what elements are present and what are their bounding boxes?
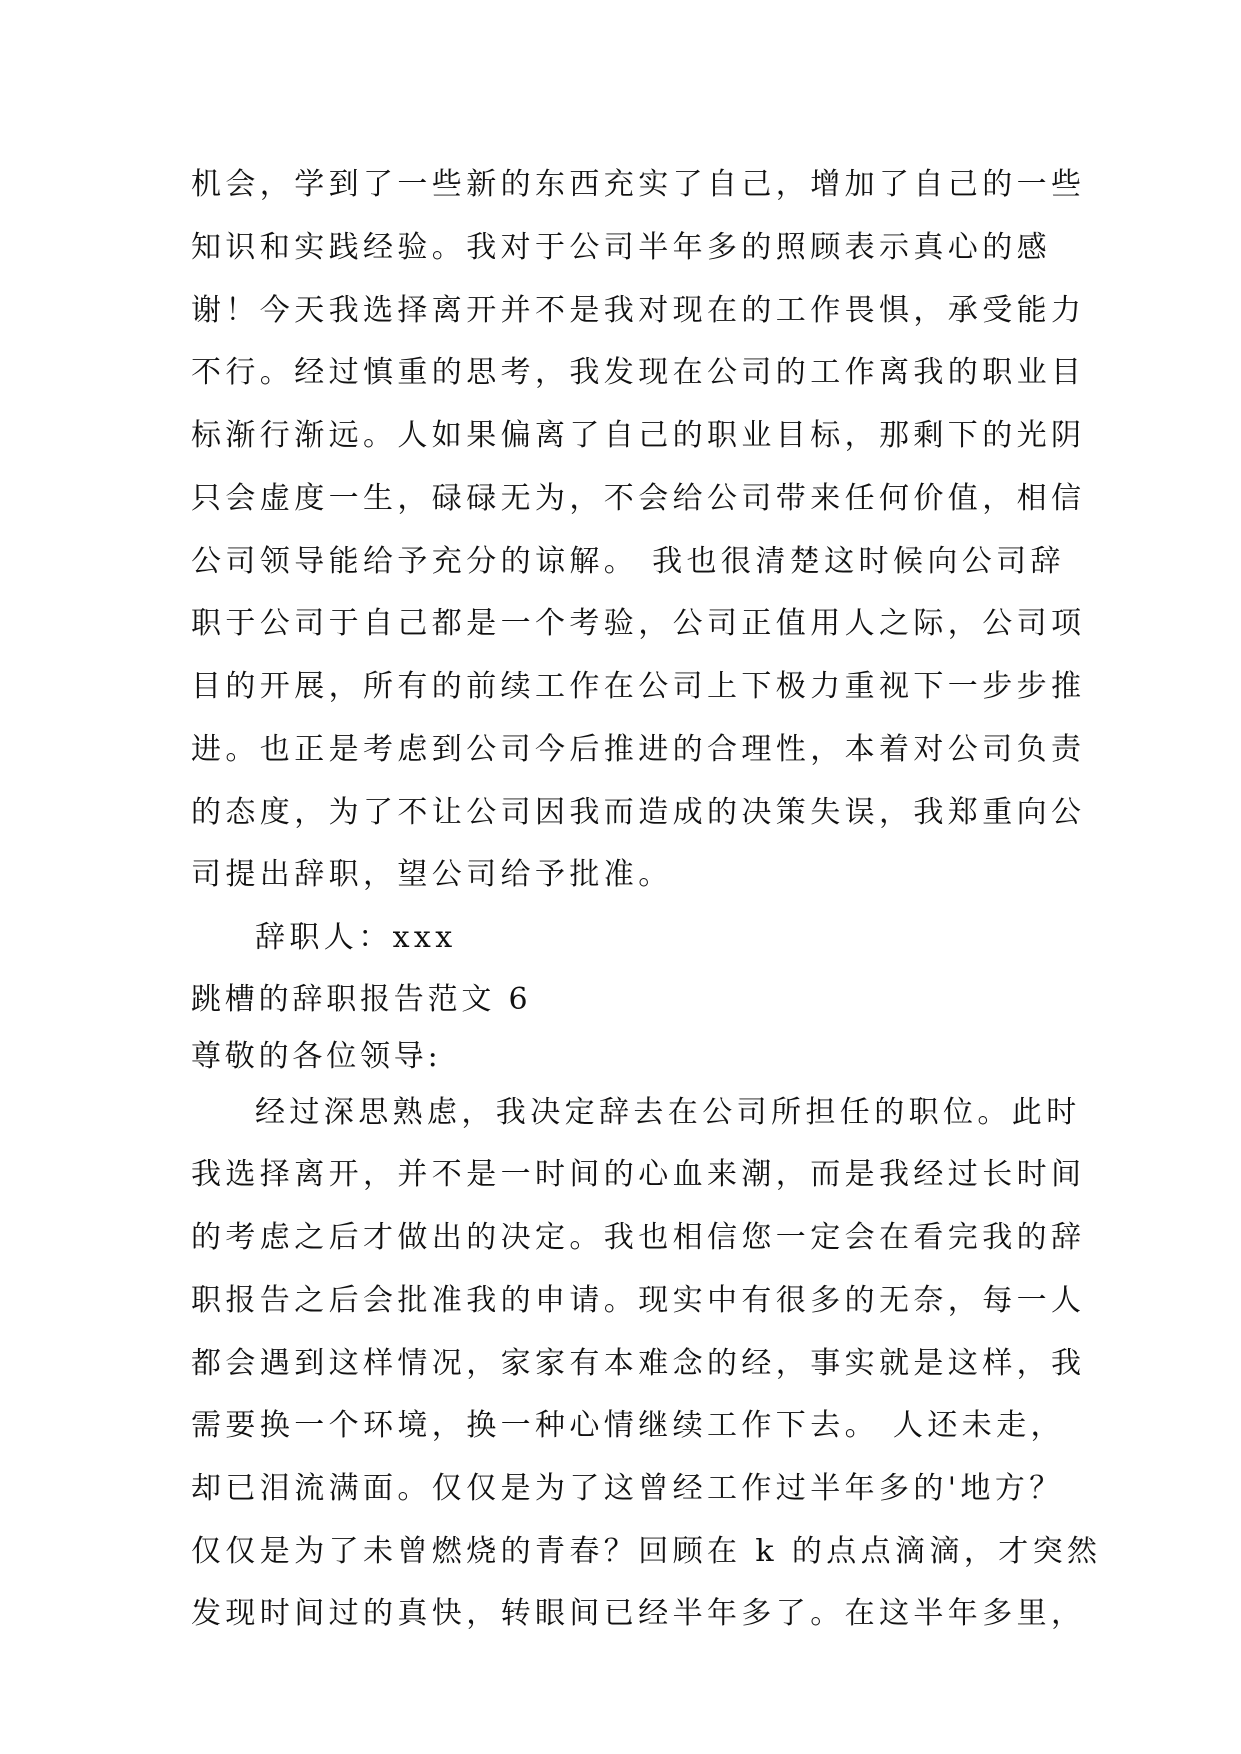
paragraph-line: 我选择离开，并不是一时间的心血来潮，而是我经过长时间 bbox=[191, 1157, 1086, 1192]
paragraph-line: 谢！今天我选择离开并不是我对现在的工作畏惧，承受能力 bbox=[191, 293, 1086, 328]
paragraph-line: 标渐行渐远。人如果偏离了自己的职业目标，那剩下的光阴 bbox=[191, 418, 1086, 453]
paragraph-line: 需要换一个环境，换一种心情继续工作下去。 人还未走， bbox=[191, 1408, 1065, 1443]
paragraph-line: 不行。经过慎重的思考，我发现在公司的工作离我的职业目 bbox=[191, 355, 1086, 390]
section-heading: 跳槽的辞职报告范文 6 bbox=[191, 982, 532, 1017]
paragraph-line: 仅仅是为了未曾燃烧的青春？回顾在 k 的点点滴滴，才突然 bbox=[191, 1534, 1102, 1569]
paragraph-line: 公司领导能给予充分的谅解。 我也很清楚这时候向公司辞 bbox=[191, 544, 1065, 579]
paragraph-line: 职报告之后会批准我的申请。现实中有很多的无奈，每一人 bbox=[191, 1283, 1086, 1318]
paragraph-line: 只会虚度一生，碌碌无为，不会给公司带来任何价值，相信 bbox=[191, 481, 1086, 516]
paragraph-line: 经过深思熟虑，我决定辞去在公司所担任的职位。此时 bbox=[255, 1095, 1081, 1130]
paragraph-line: 发现时间过的真快，转眼间已经半年多了。在这半年多里， bbox=[191, 1596, 1086, 1631]
paragraph-line: 司提出辞职，望公司给予批准。 bbox=[191, 857, 673, 892]
paragraph-line: 的态度，为了不让公司因我而造成的决策失误，我郑重向公 bbox=[191, 795, 1086, 830]
paragraph-line: 目的开展，所有的前续工作在公司上下极力重视下一步步推 bbox=[191, 669, 1086, 704]
signature-line: 辞职人：xxx bbox=[255, 920, 457, 955]
paragraph-line: 却已泪流满面。仅仅是为了这曾经工作过半年多的'地方？ bbox=[191, 1471, 1064, 1506]
paragraph-line: 进。也正是考虑到公司今后推进的合理性，本着对公司负责 bbox=[191, 732, 1086, 767]
salutation: 尊敬的各位领导: bbox=[191, 1039, 442, 1074]
paragraph-line: 都会遇到这样情况，家家有本难念的经，事实就是这样，我 bbox=[191, 1346, 1086, 1381]
paragraph-line: 职于公司于自己都是一个考验，公司正值用人之际，公司项 bbox=[191, 606, 1086, 641]
paragraph-line: 机会，学到了一些新的东西充实了自己，增加了自己的一些 bbox=[191, 167, 1086, 202]
paragraph-line: 知识和实践经验。我对于公司半年多的照顾表示真心的感 bbox=[191, 230, 1051, 265]
paragraph-line: 的考虑之后才做出的决定。我也相信您一定会在看完我的辞 bbox=[191, 1220, 1086, 1255]
